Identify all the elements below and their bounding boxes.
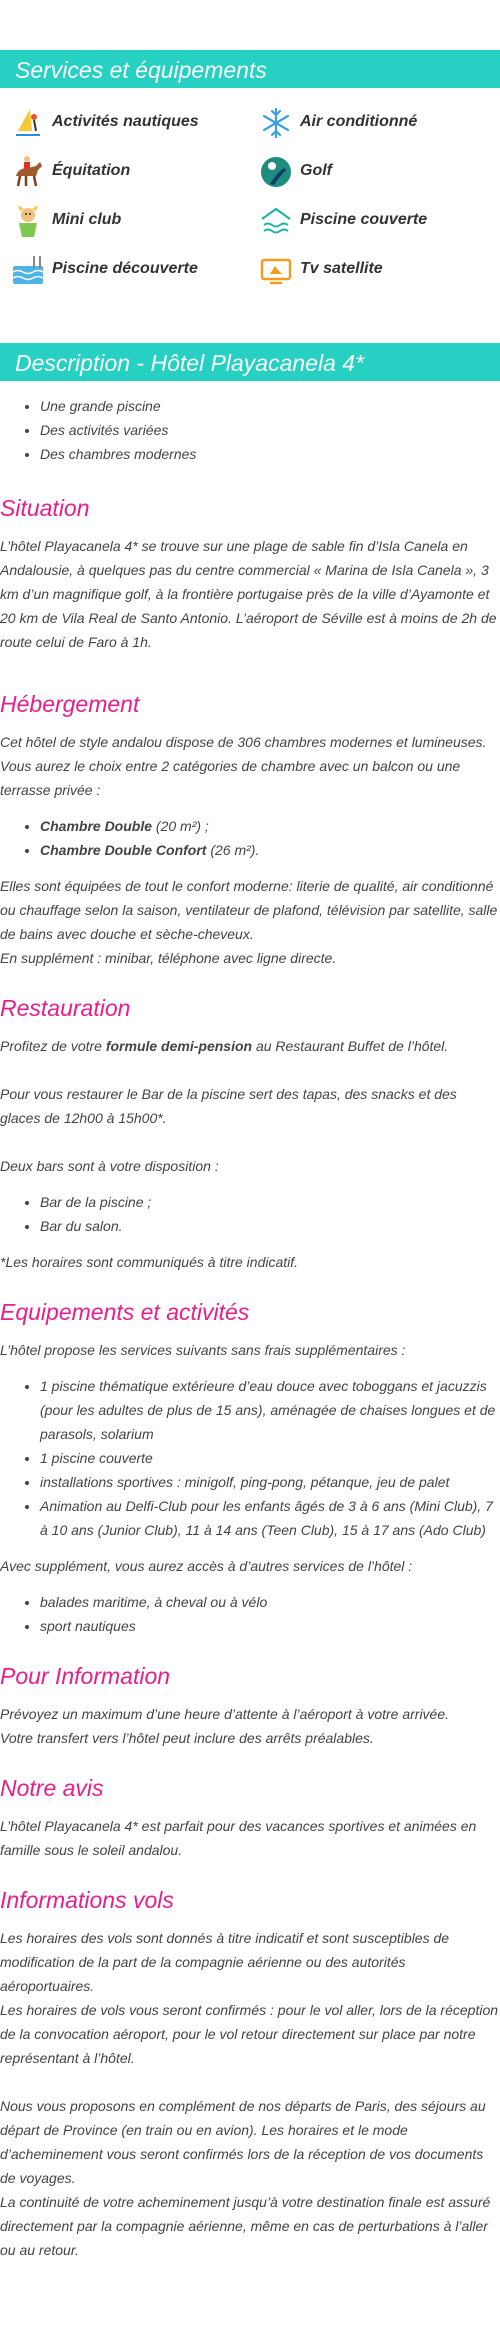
hebergement-intro: Cet hôtel de style andalou dispose de 306 chambres modernes et lumineuses. Vous aurez le choix entre 2 catégories de chambre avec un balcon ou une terrasse privée : [0,734,487,798]
list-item: • Des activités variées [40,418,500,442]
list-item: • installations sportives : minigolf, ping-pong, pétanque, jeu de palet [40,1470,500,1494]
bars-list [0,1190,500,1238]
list-item: • sport nautiques [40,1614,500,1638]
rooms-list [0,814,500,862]
service-label: Tv satellite [300,260,383,277]
situation-heading: Situation [0,495,90,521]
restauration-note: *Les horaires sont communiqués à titre indicatif. [0,1254,299,1270]
equipements-paid-intro: Avec supplément, vous aurez accès à d’autres services de l’hôtel : [0,1558,413,1574]
restauration-intro [0,1034,500,1058]
windsurf-icon [10,105,46,141]
text-span: Profitez de votre [0,1038,106,1054]
service-label: Air conditionné [300,113,418,130]
covered-pool-icon [258,203,294,239]
restauration-bars-intro: Deux bars sont à votre disposition : [0,1158,219,1174]
description-header [0,343,500,381]
list-item: • 1 piscine couverte [40,1446,500,1470]
situation-text: L’hôtel Playacanela 4* se trouve sur une plage de sable fin d’Isla Canela en Andalousie, à quelques pas du centre commercial « Marina de Isla Canela », 3 km d’un magnifique golf, à la frontière portugaise près de la ville d’Ayamonte et 20 km de Vila Real de Santo Antonio. L’aéroport de Séville est à moins de 2h de route celui de Faro à 1h. [0,538,497,650]
list-item: • 1 piscine thématique extérieure d’eau douce avec toboggans et jacuzzis (pour les adultes de plus de 15 ans), aménagée de chaises longues et de parasols, solarium [40,1374,500,1446]
outdoor-pool-icon [10,252,46,288]
equipements-intro: L’hôtel propose les services suivants sans frais supplémentaires : [0,1342,406,1358]
mini-club-icon [10,203,46,239]
vols-p2: Les horaires de vols vous seront confirmés : pour le vol aller, lors de la réception de la convocation aéroport, pour le vol retour directement sur place par notre représentant à l’hôtel. [0,2002,499,2066]
service-label: Piscine couverte [300,211,428,228]
service-label: Golf [300,162,332,179]
restauration-heading: Restauration [0,995,131,1021]
service-label: Piscine découverte [52,260,198,277]
list-item [40,838,500,862]
list-item: • Bar du salon. [40,1214,500,1238]
free-services-list [0,1374,500,1542]
horse-rider-icon [10,154,46,190]
avis-heading: Notre avis [0,1775,104,1801]
list-item: • balades maritime, à cheval ou à vélo [40,1590,500,1614]
room-name: Chambre Double Confort [40,842,207,858]
vols-p1: Les horaires des vols sont donnés à titre indicatif et sont susceptibles de modification de la part de la compagnie aérienne ou des autorités aéroportuaires. [0,1930,450,1994]
vols-heading: Informations vols [0,1887,174,1913]
vols-p4: La continuité de votre acheminement jusqu’à votre destination finale est assuré directement par la compagnie aérienne, même en cas de perturbations à l’aller ou au retour. [0,2194,491,2258]
information-heading: Pour Information [0,1663,171,1689]
hebergement-extra: En supplément : minibar, téléphone avec ligne directe. [0,950,337,966]
information-line: Prévoyez un maximum d’une heure d’attente à l’aéroport à votre arrivée. [0,1706,450,1722]
information-line: Votre transfert vers l’hôtel peut inclure des arrêts préalables. [0,1730,374,1746]
services-title: Services et équipements [15,57,267,83]
service-label: Activités nautiques [52,113,199,130]
equipements-heading: Equipements et activités [0,1299,250,1325]
list-item: • Une grande piscine [40,394,500,418]
list-item: • Des chambres modernes [40,442,500,466]
formula-name: formule demi-pension [105,1038,253,1054]
hebergement-heading: Hébergement [0,691,140,717]
service-label: Équitation [52,162,131,179]
tv-icon [258,252,294,288]
service-label: Mini club [52,211,122,228]
vols-p3: Nous vous proposons en complément de nos départs de Paris, des séjours au départ de Province (en train ou en avion). Les horaires et le mode d’acheminement vous seront confirmés lors de la réception de vos documents de voyages. [0,2098,486,2186]
golf-icon [258,154,294,190]
list-item [40,814,500,838]
text-span: au Restaurant Buffet de l’hôtel. [252,1038,449,1054]
content [0,394,500,2262]
list-item: • Animation au Delfi-Club pour les enfants âgés de 3 à 6 ans (Mini Club), 7 à 10 ans (Junior Club), 11 à 14 ans (Teen Club), 15 à 17 ans (Ado Club) [40,1494,500,1542]
services-header [0,50,500,88]
list-item: • Bar de la piscine ; [40,1190,500,1214]
highlights-list [0,394,500,466]
description-title: Description - Hôtel Playacanela 4* [15,350,365,376]
room-name: Chambre Double [40,818,153,834]
hebergement-equip: Elles sont équipées de tout le confort moderne: literie de qualité, air conditionné ou chauffage selon la saison, ventilateur de plafond, télévision par satellite, salle de bains avec douche et sèche-cheveux. [0,878,498,942]
avis-text: L’hôtel Playacanela 4* est parfait pour des vacances sportives et animées en famille sous le soleil andalou. [0,1818,477,1858]
restauration-bar: Pour vous restaurer le Bar de la piscine sert des tapas, des snacks et des glaces de 12h00 à 15h00*. [0,1086,457,1126]
snowflake-icon [258,105,294,141]
room-size: (20 m²) ; [152,818,209,834]
room-size: (26 m²). [206,842,260,858]
paid-services-list [0,1590,500,1638]
